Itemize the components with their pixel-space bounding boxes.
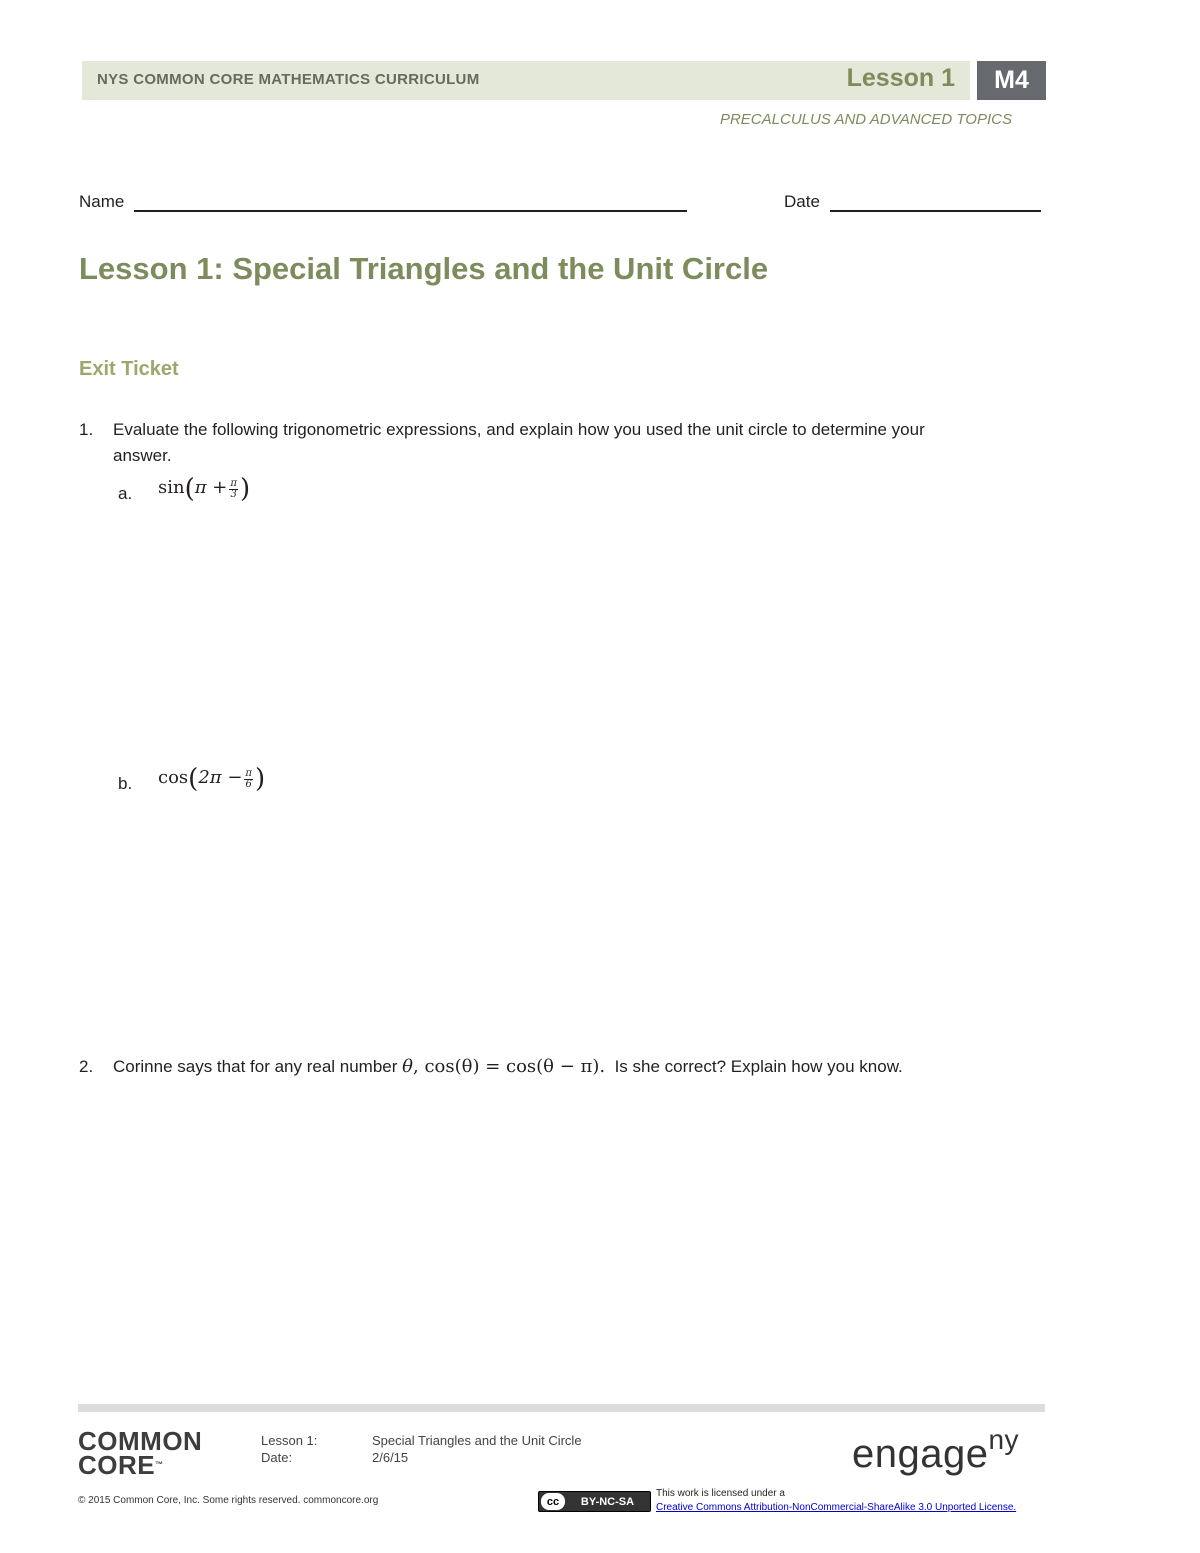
date-label: Date (784, 192, 820, 211)
part-a-fn: sin (158, 477, 185, 499)
question-1-number: 1. (79, 420, 94, 439)
question-1-line2: answer. (113, 446, 172, 465)
cc-badge-text: BY-NC-SA (580, 1495, 635, 1508)
footer-date-label: Date: (261, 1450, 293, 1465)
common-core-logo: COMMON CORE™ (78, 1426, 203, 1480)
part-b-label: b. (118, 774, 133, 793)
part-b-fraction: $\frac{\pi}{6}$ (245, 767, 252, 790)
footer-rule (78, 1404, 1045, 1412)
cc-license-badge[interactable] (538, 1491, 651, 1512)
date-line[interactable] (830, 210, 1041, 212)
section-title: Exit Ticket (79, 358, 179, 380)
page-title: Lesson 1: Special Triangles and the Unit Circle (79, 251, 769, 286)
footer-lesson-value: Special Triangles and the Unit Circle (372, 1433, 582, 1448)
module-badge: M4 (977, 61, 1046, 100)
name-line[interactable] (134, 210, 687, 212)
license-link[interactable]: Creative Commons Attribution-NonCommercial-ShareAlike 3.0 Unported License. (656, 1502, 1017, 1513)
part-b-expr-pre: 2π − (198, 767, 243, 789)
course-subtitle: PRECALCULUS AND ADVANCED TOPICS (719, 111, 1012, 128)
cc-icon: cc (541, 1493, 565, 1510)
name-label: Name (79, 192, 125, 211)
question-1-line1: Evaluate the following trigonometric expressions, and explain how you used the unit circle to determine your (113, 420, 925, 439)
part-b-fn: cos (158, 767, 189, 789)
footer-lesson-label: Lesson 1: (261, 1433, 318, 1448)
curriculum-title: NYS COMMON CORE MATHEMATICS CURRICULUM (97, 71, 480, 88)
part-a-label: a. (118, 484, 133, 503)
question-2-number: 2. (79, 1057, 94, 1076)
part-a-expression: sin(π + $\frac{\pi}{3}$ ) (158, 474, 251, 504)
license-text: This work is licensed under a (656, 1488, 785, 1499)
copyright-text: © 2015 Common Core, Inc. Some rights reserved. commoncore.org (78, 1495, 379, 1506)
part-a-fraction: $\frac{\pi}{3}$ (230, 477, 237, 500)
question-2-text: Corinne says that for any real number θ, cos(θ) = cos(θ − π). Is she correct? Explain how you know. (113, 1056, 903, 1077)
part-b-expression: cos(2π − $\frac{\pi}{6}$ ) (158, 764, 266, 794)
engageny-logo: engage$^{ny}$ (852, 1424, 1020, 1476)
question-1-text (113, 417, 1043, 469)
part-a-expr-pre: π + (194, 477, 228, 499)
footer-date-value: 2/6/15 (372, 1450, 409, 1465)
lesson-label: Lesson 1 (846, 64, 955, 92)
